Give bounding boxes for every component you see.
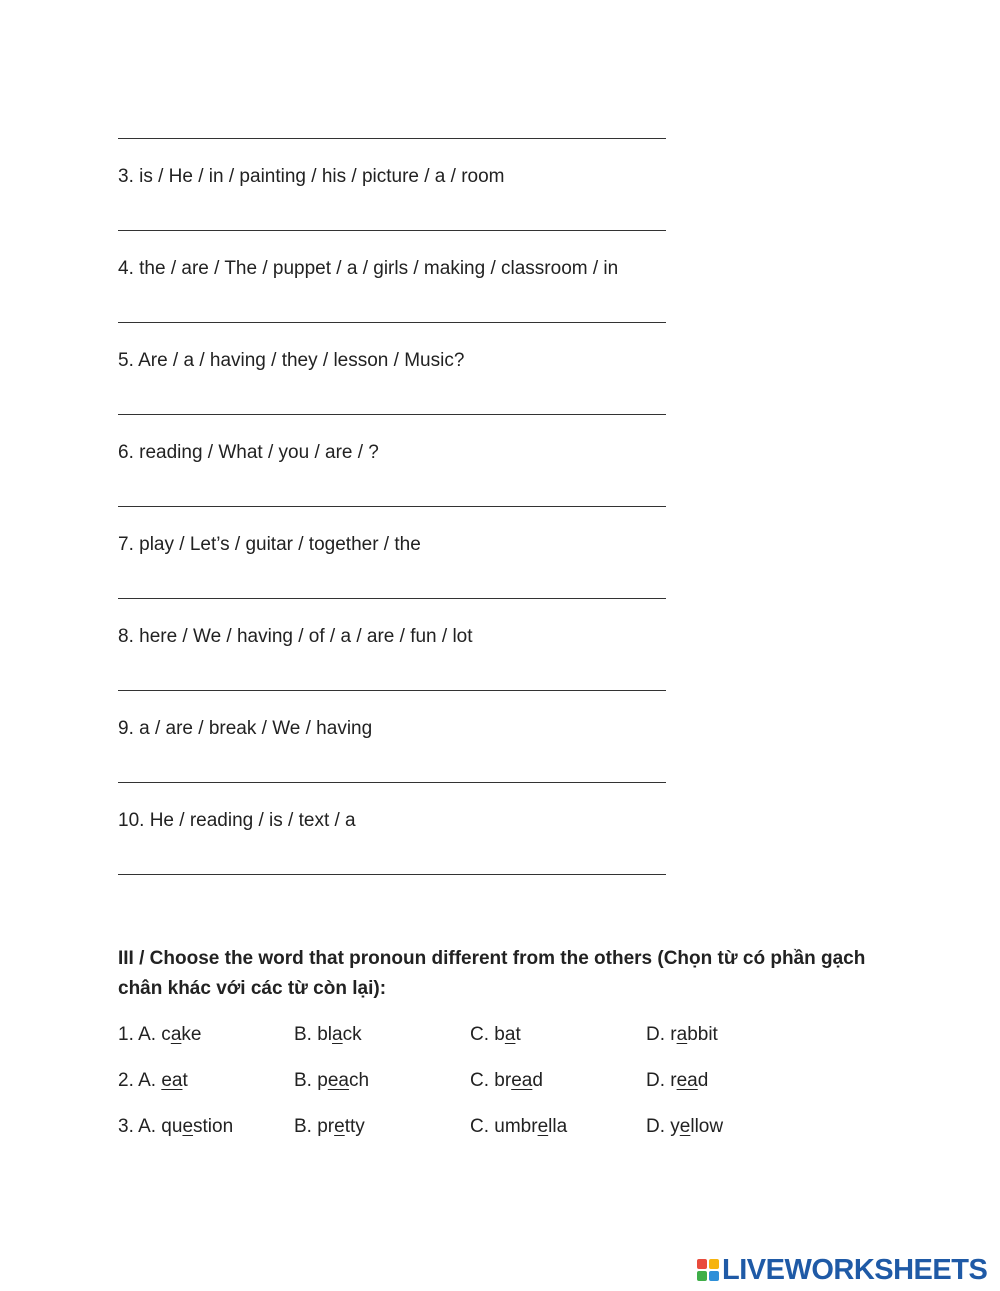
- option-a[interactable]: 1. A. cake: [118, 1024, 202, 1045]
- option-b[interactable]: B. peach: [294, 1070, 370, 1091]
- option-c[interactable]: C. umbrella: [470, 1116, 568, 1137]
- question-4: 4. the / are / The / puppet / a / girls / making / classroom / in: [118, 258, 619, 279]
- question-7: 7. play / Let’s / guitar / together / the: [118, 534, 421, 555]
- answer-line[interactable]: [118, 506, 666, 507]
- answer-line[interactable]: [118, 782, 666, 783]
- liveworksheets-logo: [697, 1253, 987, 1287]
- answer-line[interactable]: [118, 598, 666, 599]
- choice-row: [118, 1022, 878, 1048]
- answer-line[interactable]: [118, 874, 666, 875]
- option-d[interactable]: D. yellow: [646, 1116, 724, 1137]
- option-b[interactable]: B. black: [294, 1024, 362, 1045]
- section-title: III / Choose the word that pronoun different from the others (Chọn từ có phần gạch chân khác với các từ còn lại):: [118, 948, 866, 999]
- option-c[interactable]: C. bat: [470, 1024, 521, 1045]
- answer-line[interactable]: [118, 322, 666, 323]
- question-5: 5. Are / a / having / they / lesson / Music?: [118, 350, 465, 371]
- answer-line[interactable]: [118, 414, 666, 415]
- logo-blocks-icon: [697, 1259, 719, 1281]
- answer-line[interactable]: [118, 138, 666, 139]
- option-c[interactable]: C. bread: [470, 1070, 543, 1091]
- answer-line[interactable]: [118, 230, 666, 231]
- question-3: 3. is / He / in / painting / his / picture / a / room: [118, 166, 505, 187]
- option-d[interactable]: D. read: [646, 1070, 709, 1091]
- question-10: 10. He / reading / is / text / a: [118, 810, 356, 831]
- question-6: 6. reading / What / you / are / ?: [118, 442, 379, 463]
- logo-block: [709, 1271, 719, 1281]
- logo-text: LIVEWORKSHEETS: [722, 1253, 988, 1286]
- question-8: 8. here / We / having / of / a / are / fun / lot: [118, 626, 473, 647]
- choice-row: [118, 1114, 878, 1140]
- answer-line[interactable]: [118, 690, 666, 691]
- question-9: 9. a / are / break / We / having: [118, 718, 373, 739]
- option-a[interactable]: 2. A. eat: [118, 1070, 188, 1091]
- logo-block: [697, 1271, 707, 1281]
- option-d[interactable]: D. rabbit: [646, 1024, 718, 1045]
- logo-block: [697, 1259, 707, 1269]
- option-a[interactable]: 3. A. question: [118, 1116, 234, 1137]
- option-b[interactable]: B. pretty: [294, 1116, 365, 1137]
- choice-row: [118, 1068, 878, 1094]
- logo-block: [709, 1259, 719, 1269]
